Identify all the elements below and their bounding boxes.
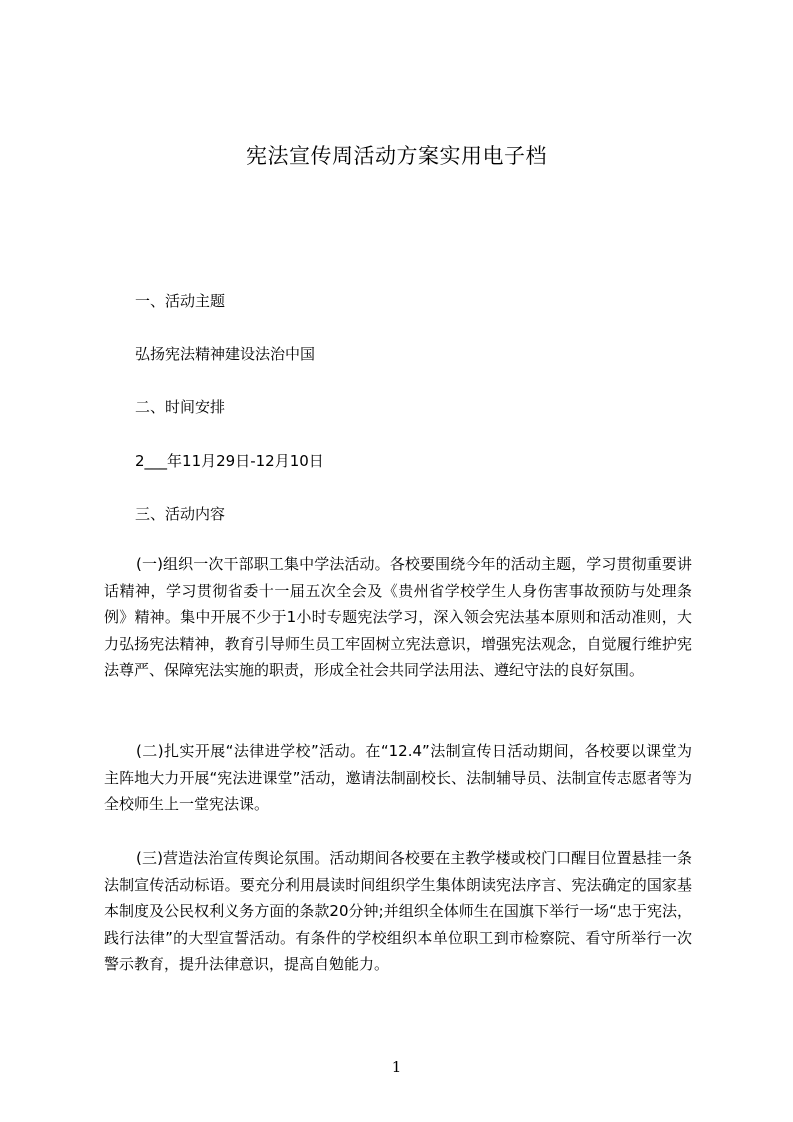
content-paragraph-2: (二)扎实开展“法律进学校”活动。在“12.4”法制宣传日活动期间，各校要以课堂为主阵地大力开展“宪法进课堂”活动，邀请法制副校长、法制辅导员、法制宣传志愿者等为全校师生上一堂宪法课。 xyxy=(104,742,692,813)
section-heading-schedule: 二、时间安排 xyxy=(135,398,226,416)
document-title: 宪法宣传周活动方案实用电子档 xyxy=(246,144,547,168)
section-heading-content: 三、活动内容 xyxy=(135,505,226,523)
theme-text: 弘扬宪法精神建设法治中国 xyxy=(135,345,316,363)
page-number: 1 xyxy=(391,1058,402,1076)
content-paragraph-3: (三)营造法治宣传舆论氛围。活动期间各校要在主教学楼或校门口醒目位置悬挂一条法制宣传活动标语。要充分利用晨读时间组织学生集体朗读宪法序言、宪法确定的国家基本制度及公民权利义务方面的条款20分钟;并组织全体师生在国旗下举行一场“忠于宪法，践行法律”的大型宣誓活动。有条件的学校组织本单位职工到市检察院、看守所举行一次警示教育，提升法律意识，提高自勉能力。 xyxy=(104,849,692,973)
schedule-text: 2___年11月29日-12月10日 xyxy=(135,452,324,470)
section-heading-theme: 一、活动主题 xyxy=(135,292,226,310)
content-paragraph-1: (一)组织一次干部职工集中学法活动。各校要围绕今年的活动主题，学习贯彻重要讲话精神，学习贯彻省委十一届五次全会及《贵州省学校学生人身伤害事故预防与处理条例》精神。集中开展不少于1小时专题宪法学习，深入领会宪法基本原则和活动准则，大力弘扬宪法精神，教育引导师生员工牢固树立宪法意识，增强宪法观念，自觉履行维护宪法尊严、保障宪法实施的职责，形成全社会共同学法用法、遵纪守法的良好氛围。 xyxy=(104,555,692,679)
